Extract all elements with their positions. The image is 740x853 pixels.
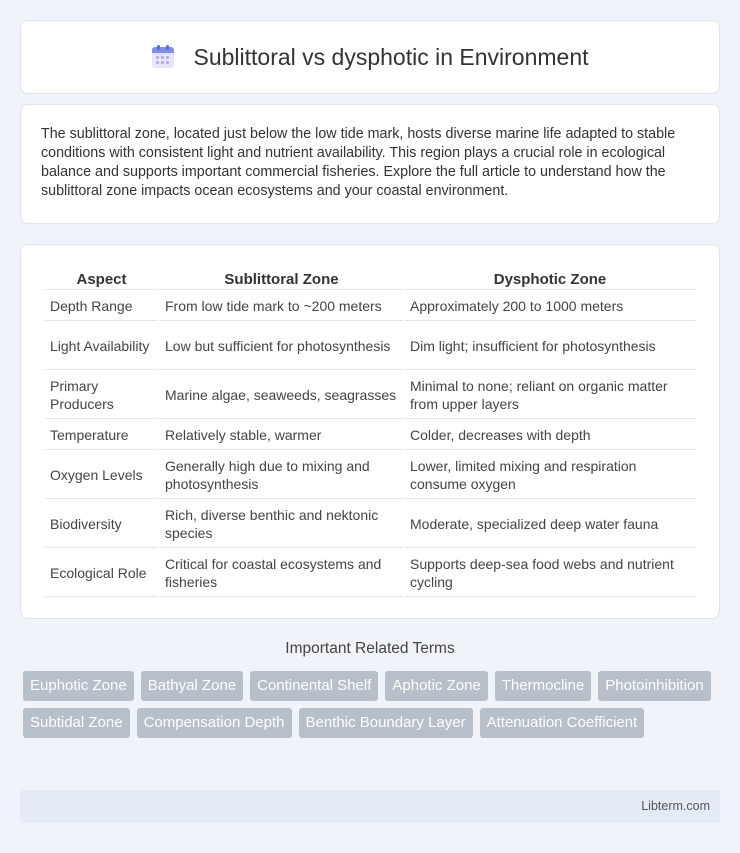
table-cell: Moderate, specialized deep water fauna xyxy=(405,501,695,548)
related-term-tag[interactable]: Photoinhibition xyxy=(598,671,710,701)
table-row xyxy=(45,323,695,370)
related-term-tag[interactable]: Thermocline xyxy=(495,671,592,701)
table-row xyxy=(45,501,695,548)
related-terms-list xyxy=(23,671,723,738)
related-term-tag[interactable]: Compensation Depth xyxy=(137,708,292,738)
footer-site-link[interactable]: Libterm.com xyxy=(641,799,710,813)
table-cell: Supports deep-sea food webs and nutrient cycling xyxy=(405,550,695,597)
related-term-tag[interactable]: Subtidal Zone xyxy=(23,708,130,738)
table-row xyxy=(45,372,695,419)
table-cell: Primary Producers xyxy=(45,372,158,419)
table-cell: Minimal to none; reliant on organic matter from upper layers xyxy=(405,372,695,419)
table-cell: Lower, limited mixing and respiration consume oxygen xyxy=(405,452,695,499)
column-header-sublittoral: Sublittoral Zone xyxy=(160,267,403,290)
table-cell: Ecological Role xyxy=(45,550,158,597)
title-card xyxy=(20,20,720,94)
table-cell: Dim light; insufficient for photosynthesis xyxy=(405,323,695,370)
table-cell: Biodiversity xyxy=(45,501,158,548)
related-term-tag[interactable]: Euphotic Zone xyxy=(23,671,134,701)
table-cell: Colder, decreases with depth xyxy=(405,421,695,450)
table-row xyxy=(45,550,695,597)
footer xyxy=(20,790,720,823)
intro-text: The sublittoral zone, located just below the low tide mark, hosts diverse marine life adapted to stable conditions with consistent light and nutrient availability. This region plays a crucial role in ecological balance and supports important commercial fisheries. Explore the full article to understand how the sublittoral zone impacts ocean ecosystems and your coastal environment. xyxy=(41,126,676,199)
related-terms-heading: Important Related Terms xyxy=(285,640,455,657)
calendar-icon xyxy=(151,45,175,69)
related-term-tag[interactable]: Attenuation Coefficient xyxy=(480,708,645,738)
table-row xyxy=(45,452,695,499)
related-term-tag[interactable]: Bathyal Zone xyxy=(141,671,243,701)
table-cell: Approximately 200 to 1000 meters xyxy=(405,292,695,321)
related-term-tag[interactable]: Continental Shelf xyxy=(250,671,378,701)
comparison-card xyxy=(20,244,720,619)
related-term-tag[interactable]: Aphotic Zone xyxy=(385,671,487,701)
table-cell: Temperature xyxy=(45,421,158,450)
column-header-dysphotic: Dysphotic Zone xyxy=(405,267,695,290)
column-header-aspect: Aspect xyxy=(45,267,158,290)
table-cell: Critical for coastal ecosystems and fisheries xyxy=(160,550,403,597)
table-cell: Marine algae, seaweeds, seagrasses xyxy=(160,372,403,419)
table-cell: Low but sufficient for photosynthesis xyxy=(160,323,403,370)
table-row xyxy=(45,421,695,450)
table-cell: Relatively stable, warmer xyxy=(160,421,403,450)
table-cell: Rich, diverse benthic and nektonic species xyxy=(160,501,403,548)
table-cell: Light Availability xyxy=(45,323,158,370)
comparison-table xyxy=(43,265,697,599)
table-cell: Oxygen Levels xyxy=(45,452,158,499)
table-cell: Generally high due to mixing and photosynthesis xyxy=(160,452,403,499)
table-header-row xyxy=(45,267,695,290)
related-term-tag[interactable]: Benthic Boundary Layer xyxy=(299,708,473,738)
page-title: Sublittoral vs dysphotic in Environment xyxy=(193,43,589,70)
table-row xyxy=(45,292,695,321)
intro-card xyxy=(20,104,720,224)
table-cell: From low tide mark to ~200 meters xyxy=(160,292,403,321)
table-cell: Depth Range xyxy=(45,292,158,321)
